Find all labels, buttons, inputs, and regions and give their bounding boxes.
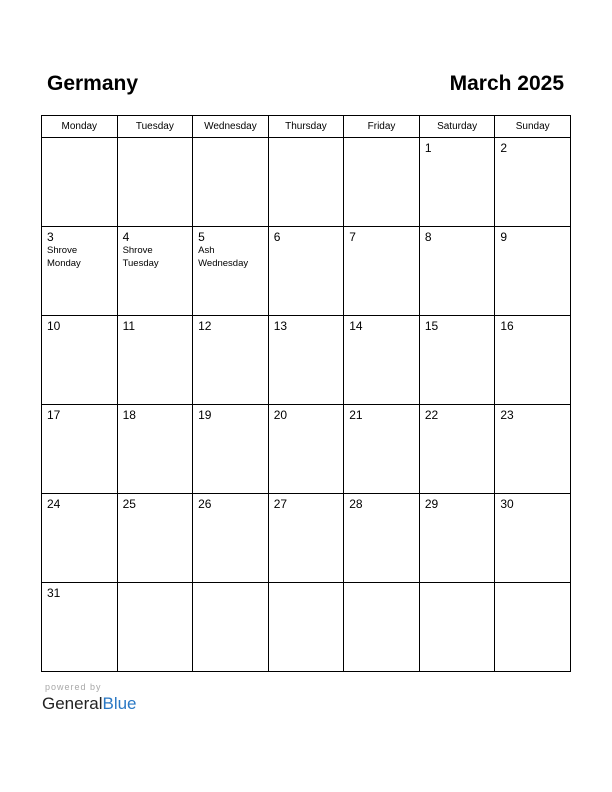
day-cell-content xyxy=(495,138,570,155)
day-cell[interactable] xyxy=(193,405,269,494)
day-cell-content xyxy=(118,138,193,141)
day-number: 1 xyxy=(424,141,432,155)
brand-blue: Blue xyxy=(102,694,137,713)
day-cell[interactable] xyxy=(117,227,193,316)
calendar-grid xyxy=(41,115,571,672)
day-cell[interactable] xyxy=(193,494,269,583)
day-cell[interactable] xyxy=(193,138,269,227)
weekday-header-row xyxy=(42,116,571,138)
week-row xyxy=(42,227,571,316)
day-cell[interactable] xyxy=(495,138,571,227)
day-cell[interactable] xyxy=(495,583,571,672)
day-cell[interactable] xyxy=(419,494,495,583)
day-number: 17 xyxy=(47,408,61,422)
day-number: 28 xyxy=(349,497,363,511)
day-cell[interactable] xyxy=(344,138,420,227)
day-number: 14 xyxy=(349,319,363,333)
day-number: 31 xyxy=(47,586,61,600)
day-cell[interactable] xyxy=(117,138,193,227)
week-row xyxy=(42,405,571,494)
day-cell-content xyxy=(193,138,268,141)
day-cell-content xyxy=(42,494,117,511)
day-number: 3 xyxy=(47,230,54,244)
day-cell[interactable] xyxy=(495,316,571,405)
month-title: March 2025 xyxy=(449,72,564,95)
day-cell[interactable] xyxy=(42,138,118,227)
day-cell-content xyxy=(344,405,419,422)
country-title: Germany xyxy=(47,72,139,95)
day-cell[interactable] xyxy=(268,138,344,227)
day-cell-content xyxy=(269,227,344,244)
day-cell[interactable] xyxy=(42,227,118,316)
day-cell[interactable] xyxy=(419,405,495,494)
week-row xyxy=(42,138,571,227)
day-number: 21 xyxy=(349,408,363,422)
week-row xyxy=(42,316,571,405)
weekday-header: Monday xyxy=(42,116,118,138)
day-cell-content xyxy=(344,494,419,511)
day-cell-content xyxy=(420,494,495,511)
day-number: 25 xyxy=(122,497,136,511)
day-cell-content xyxy=(193,316,268,333)
day-cell-content xyxy=(420,316,495,333)
day-cell-content xyxy=(118,227,193,270)
day-cell-content xyxy=(344,316,419,333)
day-number: 5 xyxy=(198,230,205,244)
day-cell-content xyxy=(495,316,570,333)
day-cell-content xyxy=(193,583,268,586)
day-cell[interactable] xyxy=(268,405,344,494)
day-number: 2 xyxy=(500,141,508,155)
week-row xyxy=(42,494,571,583)
day-cell[interactable] xyxy=(344,227,420,316)
day-number: 26 xyxy=(198,497,212,511)
day-number: 18 xyxy=(122,408,136,422)
day-number: 24 xyxy=(47,497,61,511)
weekday-header: Friday xyxy=(344,116,420,138)
day-cell-content xyxy=(42,316,117,333)
weekday-header: Sunday xyxy=(495,116,571,138)
day-number: 9 xyxy=(500,230,508,244)
day-cell-content xyxy=(42,227,117,270)
brand-logo[interactable] xyxy=(42,694,137,714)
day-cell[interactable] xyxy=(495,227,571,316)
day-cell-content xyxy=(269,405,344,422)
day-cell-content xyxy=(269,494,344,511)
day-cell-content xyxy=(193,405,268,422)
day-cell-content xyxy=(118,405,193,422)
day-cell-content xyxy=(193,227,268,270)
day-number: 11 xyxy=(122,319,136,333)
day-number: 30 xyxy=(500,497,514,511)
day-number: 4 xyxy=(122,230,130,244)
holiday-label: Ash Wednesday xyxy=(198,245,249,269)
day-cell-content xyxy=(42,405,117,422)
holiday-label: Shrove Tuesday xyxy=(122,245,159,269)
day-cell-content xyxy=(420,583,495,586)
day-number: 10 xyxy=(47,319,61,333)
day-number: 19 xyxy=(198,408,212,422)
day-number: 7 xyxy=(349,230,356,244)
day-cell-content xyxy=(420,227,495,244)
day-cell-content xyxy=(495,405,570,422)
day-cell-content xyxy=(495,227,570,244)
day-cell-content xyxy=(42,583,117,600)
day-cell[interactable] xyxy=(495,405,571,494)
day-number: 13 xyxy=(273,319,288,333)
day-number: 27 xyxy=(273,497,288,511)
brand-general: General xyxy=(42,694,103,713)
day-cell-content xyxy=(269,316,344,333)
day-cell[interactable] xyxy=(344,405,420,494)
day-cell[interactable] xyxy=(268,494,344,583)
weekday-header: Saturday xyxy=(419,116,495,138)
day-cell[interactable] xyxy=(495,494,571,583)
day-cell[interactable] xyxy=(117,583,193,672)
day-cell[interactable] xyxy=(419,138,495,227)
day-number: 16 xyxy=(500,319,514,333)
day-cell[interactable] xyxy=(344,583,420,672)
day-cell[interactable] xyxy=(419,316,495,405)
day-cell-content xyxy=(193,494,268,511)
powered-by-label: powered by xyxy=(45,682,102,692)
day-cell[interactable] xyxy=(42,316,118,405)
day-cell-content xyxy=(42,138,117,141)
day-cell[interactable] xyxy=(42,405,118,494)
day-cell[interactable] xyxy=(344,316,420,405)
day-number: 29 xyxy=(424,497,439,511)
day-cell-content xyxy=(118,316,193,333)
day-cell[interactable] xyxy=(419,227,495,316)
day-number: 15 xyxy=(424,319,439,333)
weekday-header: Wednesday xyxy=(193,116,269,138)
day-cell-content xyxy=(420,405,495,422)
day-cell-content xyxy=(495,494,570,511)
day-cell[interactable] xyxy=(344,494,420,583)
day-cell-content xyxy=(269,138,344,141)
day-cell-content xyxy=(420,138,495,155)
weekday-header: Tuesday xyxy=(117,116,193,138)
day-cell[interactable] xyxy=(268,227,344,316)
day-cell[interactable] xyxy=(117,316,193,405)
day-cell[interactable] xyxy=(268,316,344,405)
day-cell[interactable] xyxy=(42,494,118,583)
week-row xyxy=(42,583,571,672)
weekday-header: Thursday xyxy=(268,116,344,138)
day-number: 22 xyxy=(424,408,439,422)
day-cell-content xyxy=(344,583,419,586)
day-cell[interactable] xyxy=(117,494,193,583)
day-cell[interactable] xyxy=(193,316,269,405)
day-cell-content xyxy=(269,583,344,586)
holiday-label: Shrove Monday xyxy=(47,245,81,269)
day-number: 20 xyxy=(273,408,288,422)
day-number: 8 xyxy=(424,230,432,244)
day-cell[interactable] xyxy=(42,583,118,672)
day-cell-content xyxy=(344,138,419,141)
day-cell[interactable] xyxy=(193,583,269,672)
day-cell-content xyxy=(118,583,193,586)
day-number: 12 xyxy=(198,319,212,333)
day-number: 6 xyxy=(273,230,281,244)
day-cell-content xyxy=(118,494,193,511)
day-cell[interactable] xyxy=(117,405,193,494)
day-cell-content xyxy=(495,583,570,586)
day-cell-content xyxy=(344,227,419,244)
day-number: 23 xyxy=(500,408,514,422)
day-cell[interactable] xyxy=(419,583,495,672)
day-cell[interactable] xyxy=(193,227,269,316)
day-cell[interactable] xyxy=(268,583,344,672)
